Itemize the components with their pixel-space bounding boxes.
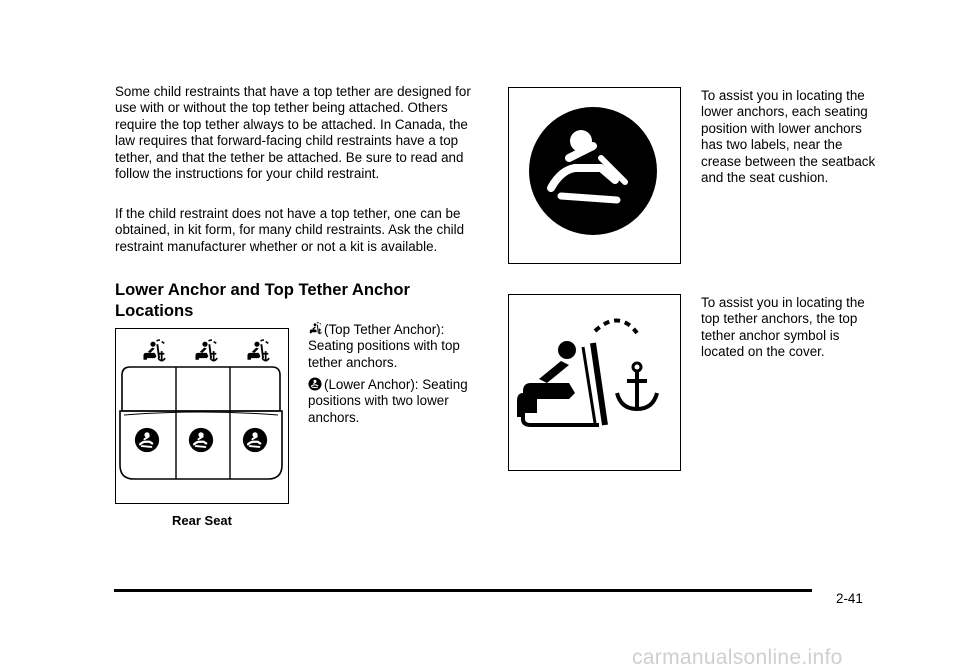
tether-kit-paragraph: If the child restraint does not have a top tether, one can be obtained, in kit form, for many child restraints. Ask the child restraint manufacturer whether or not a kit is available. <box>115 206 465 254</box>
top-tether-anchor-icon <box>247 340 269 362</box>
lower-anchor-label-figure <box>508 87 681 264</box>
lower-anchor-legend-text: (Lower Anchor): Seating positions with two lower anchors. <box>308 377 468 425</box>
top-tether-anchor-icon <box>195 340 217 362</box>
lower-anchor-icon <box>189 428 213 452</box>
tether-intro-paragraph: Some child restraints that have a top tether are designed for use with or without the top tether being attached. Others require the top tether always to be attached. In Canada, the law requires that forward-facing child restraints have a top tether, and that the tether be attached. Be sure to read and follow the instructions for your child restraint. <box>115 84 471 182</box>
top-tether-legend-text: (Top Tether Anchor): Seating positions with top tether anchors. <box>308 322 460 370</box>
lower-anchor-icon <box>243 428 267 452</box>
watermark: carmanualsonline.info <box>632 646 843 669</box>
lower-anchor-icon <box>308 377 322 391</box>
page-number: 2-41 <box>836 591 863 606</box>
lower-anchor-icon <box>135 428 159 452</box>
lower-anchor-label-illustration <box>509 88 678 261</box>
top-tether-anchor-icon <box>143 340 165 362</box>
lower-anchor-legend <box>308 377 468 426</box>
rear-seat-caption: Rear Seat <box>172 513 232 528</box>
top-tether-symbol-illustration <box>509 295 678 468</box>
footer-rule <box>114 589 812 592</box>
top-tether-anchor-icon <box>308 322 322 336</box>
lower-anchor-text: To assist you in locating the lower anchors, each seating position with lower anchors has two labels, near the crease between the seatback and the seat cushion. <box>701 88 876 186</box>
section-heading: Lower Anchor and Top Tether Anchor Locations <box>115 280 410 320</box>
rear-seat-figure <box>115 328 289 504</box>
top-tether-legend <box>308 322 468 371</box>
top-tether-symbol-figure <box>508 294 681 471</box>
top-tether-text: To assist you in locating the top tether anchors, the top tether anchor symbol is located on the cover. <box>701 295 865 360</box>
rear-seat-illustration <box>116 329 286 501</box>
